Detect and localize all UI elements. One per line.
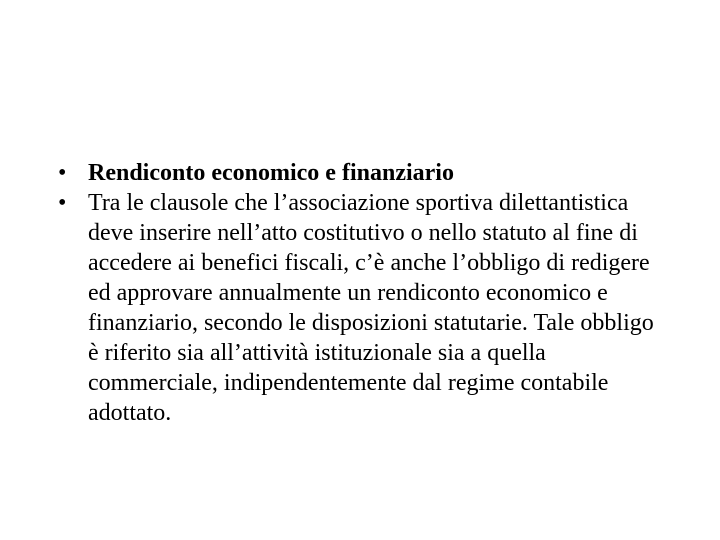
bullet-item-heading: [58, 158, 698, 188]
body-text: Tra le clausole che l’associazione sportiva dilettantistica deve inserire nell’atto costitutivo o nello statuto al fine di accedere ai benefici fiscali, c’è anche l’obbligo di redigere ed approvare annualmente un rendiconto economico e finanziario, secondo le disposizioni statutarie. Tale obbligo è riferito sia all’attività istituzionale sia a quella commerciale, indipendentemente dal regime contabile adottato.: [88, 190, 654, 426]
bullet-marker: •: [58, 160, 67, 186]
bullet-item-body: [58, 188, 698, 428]
bullet-marker: •: [58, 190, 67, 216]
bullet-list: [58, 158, 698, 428]
heading-text: Rendiconto economico e finanziario: [88, 160, 454, 186]
